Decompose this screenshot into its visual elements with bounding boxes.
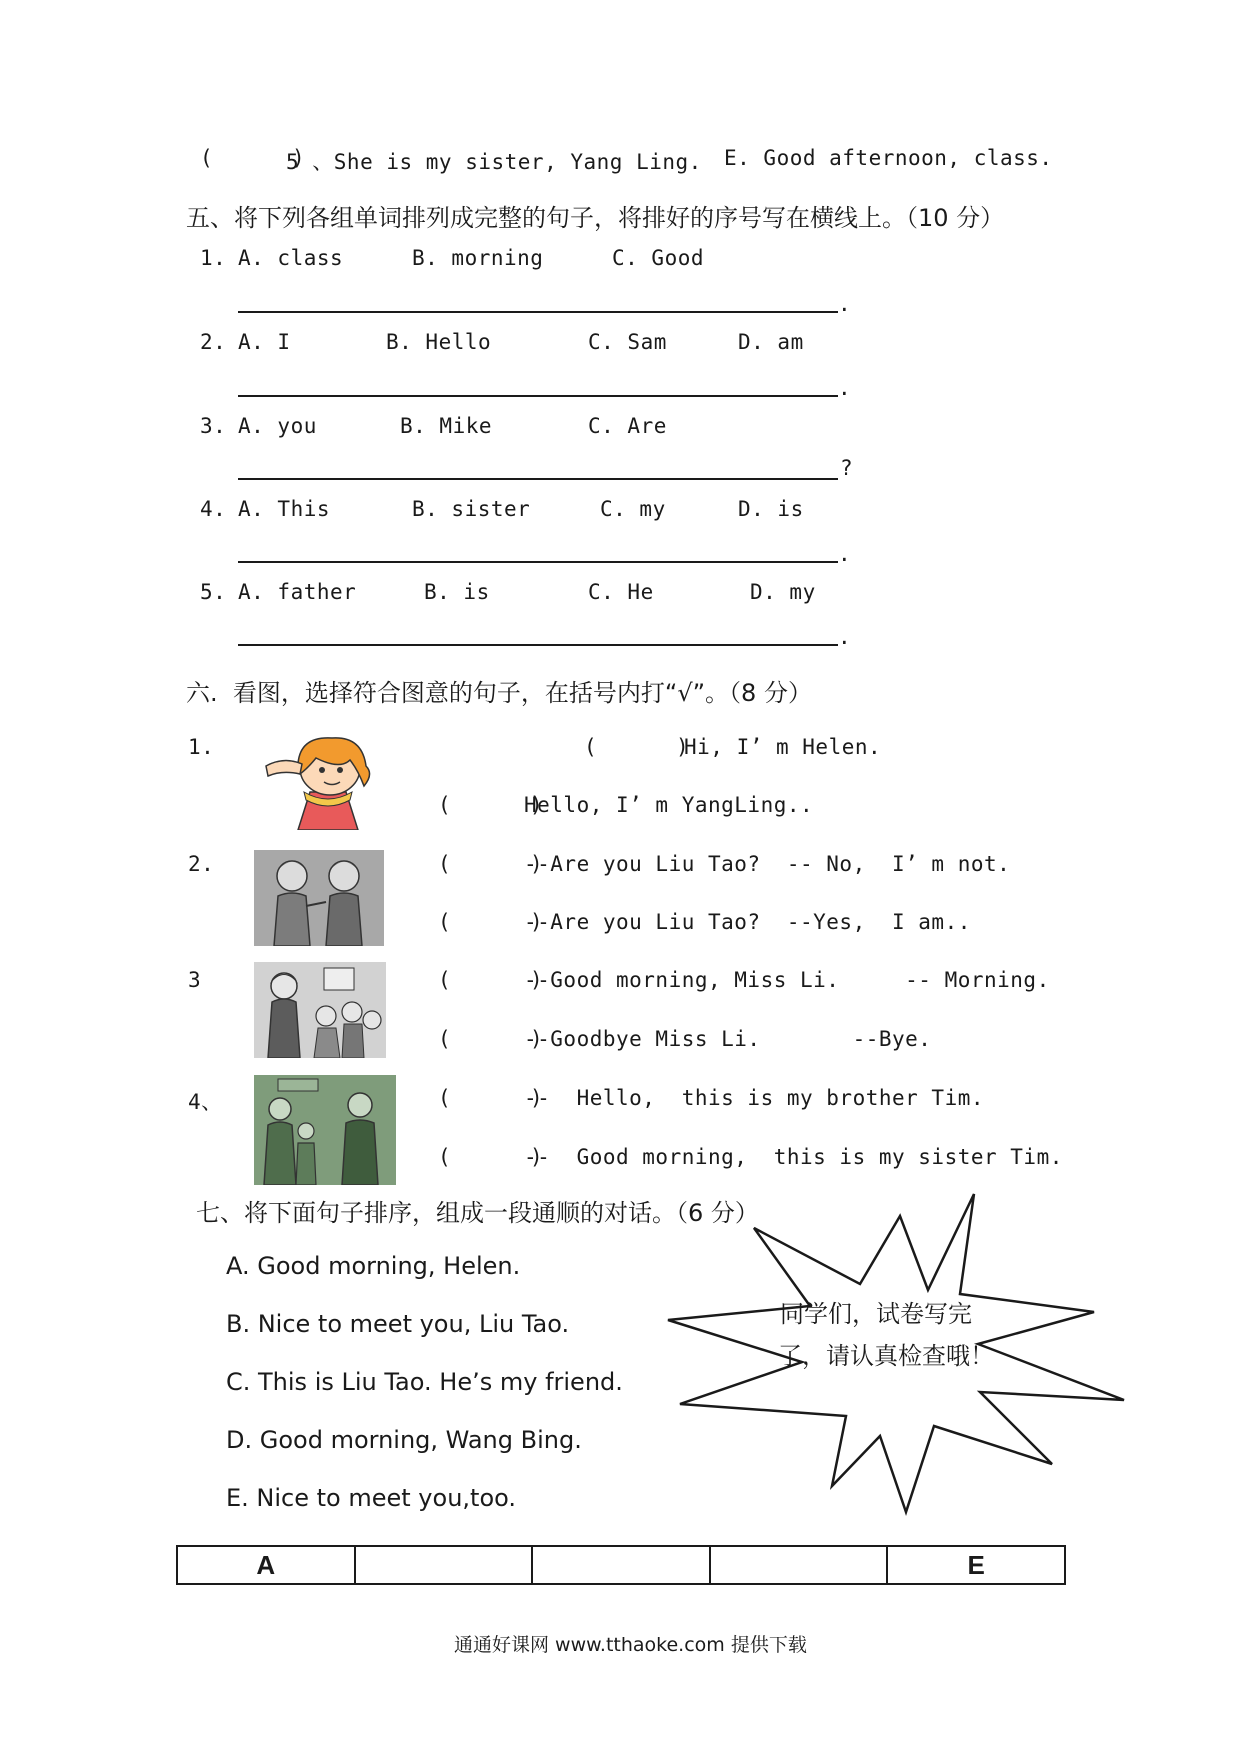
dialogue-sentence-a: A. Good morning, Helen. [226,1252,521,1280]
picture-option: --Are you Liu Tao? -- No, I’ m not. [524,852,1011,876]
word-option: D. is [738,497,804,521]
answer-paren[interactable]: ( ) [438,1086,544,1110]
section5-heading: 五、将下列各组单词排列成完整的句子，将排好的序号写在横线上。（10 分） [186,204,1005,232]
burst-text-line1: 同学们，试卷写完 [780,1300,972,1328]
footer-credit: 通通好课网 www.tthaoke.com 提供下载 [454,1634,807,1656]
dialogue-sentence-d: D. Good morning, Wang Bing. [226,1426,582,1454]
answer-cell-5[interactable]: E [887,1546,1065,1584]
word-option: B. morning [412,246,544,270]
line-end-mark: . [838,376,852,400]
dialogue-sentence-b: B. Nice to meet you, Liu Tao. [226,1310,570,1338]
picture-option: Hi, I’ m Helen. [684,735,882,759]
picture-number: 1. [188,735,215,759]
section7-heading: 七、将下面句子排序，组成一段通顺的对话。（6 分） [196,1199,759,1227]
word-option: B. is [424,580,490,604]
section6-heading: 六. 看图，选择符合图意的句子，在括号内打“√”。（8 分） [186,679,812,707]
word-option: D. my [750,580,816,604]
answer-paren[interactable]: ( ) [200,146,306,170]
item-number: 1. [200,246,227,270]
line-end-mark: . [838,292,852,316]
word-option: A. This [238,497,331,521]
item-number: 5. [200,580,227,604]
answer-paren[interactable]: ( ) [438,1145,544,1169]
word-option: A. you [238,414,317,438]
word-option: B. Mike [400,414,493,438]
answer-line[interactable] [238,478,838,480]
picture-number: 3 [188,968,202,992]
word-option: C. my [600,497,666,521]
answer-paren[interactable]: ( ) [438,910,544,934]
burst-text-line2: 了，请认真检查哦！ [778,1342,994,1370]
line-end-mark: ? [840,456,854,480]
picture-number: 4、 [188,1090,223,1114]
starburst-callout [660,1186,1130,1516]
boys-picture [254,850,384,946]
word-option: A. I [238,330,291,354]
answer-cell-3[interactable] [532,1546,710,1584]
word-option: C. He [588,580,654,604]
answer-line[interactable] [238,561,838,563]
classroom-picture [254,962,386,1058]
word-option: B. sister [412,497,531,521]
answer-paren[interactable]: ( ) [438,968,544,992]
match-option-e: E. Good afternoon, class. [724,146,1053,170]
word-option: C. Sam [588,330,667,354]
word-option: D. am [738,330,804,354]
answer-cell-4[interactable] [710,1546,888,1584]
answer-line[interactable] [238,311,838,313]
answer-paren[interactable]: ( ) [438,852,544,876]
answer-table [176,1545,1066,1585]
answer-cell-2[interactable] [355,1546,533,1584]
word-option: B. Hello [386,330,492,354]
line-end-mark: . [838,542,852,566]
picture-option: --Goodbye Miss Li. --Bye. [524,1027,932,1051]
word-option: C. Good [612,246,705,270]
picture-option: -- Good morning, this is my sister Tim. [524,1145,1063,1169]
picture-option: Hello, I’ m YangLing.. [524,793,814,817]
match-item-5: 5 、She is my sister, Yang Ling. [286,150,702,174]
picture-number: 2. [188,852,215,876]
item-number: 4. [200,497,227,521]
answer-line[interactable] [238,395,838,397]
answer-line[interactable] [238,644,838,646]
answer-paren[interactable]: ( ) [438,793,544,817]
answer-cell-1[interactable]: A [177,1546,355,1584]
word-option: C. Are [588,414,667,438]
answer-paren[interactable]: ( ) [584,735,690,759]
picture-option: -- Hello, this is my brother Tim. [524,1086,985,1110]
word-option: A. father [238,580,357,604]
girl-picture [254,730,390,830]
item-number: 2. [200,330,227,354]
answer-row [177,1546,1065,1584]
picture-option: --Are you Liu Tao? --Yes, I am.. [524,910,971,934]
dialogue-sentence-c: C. This is Liu Tao. He’s my friend. [226,1368,623,1396]
dialogue-sentence-e: E. Nice to meet you,too. [226,1484,517,1512]
answer-paren[interactable]: ( ) [438,1027,544,1051]
line-end-mark: . [838,625,852,649]
item-number: 3. [200,414,227,438]
picture-option: --Good morning, Miss Li. -- Morning. [524,968,1050,992]
family-picture [254,1075,396,1185]
word-option: A. class [238,246,344,270]
